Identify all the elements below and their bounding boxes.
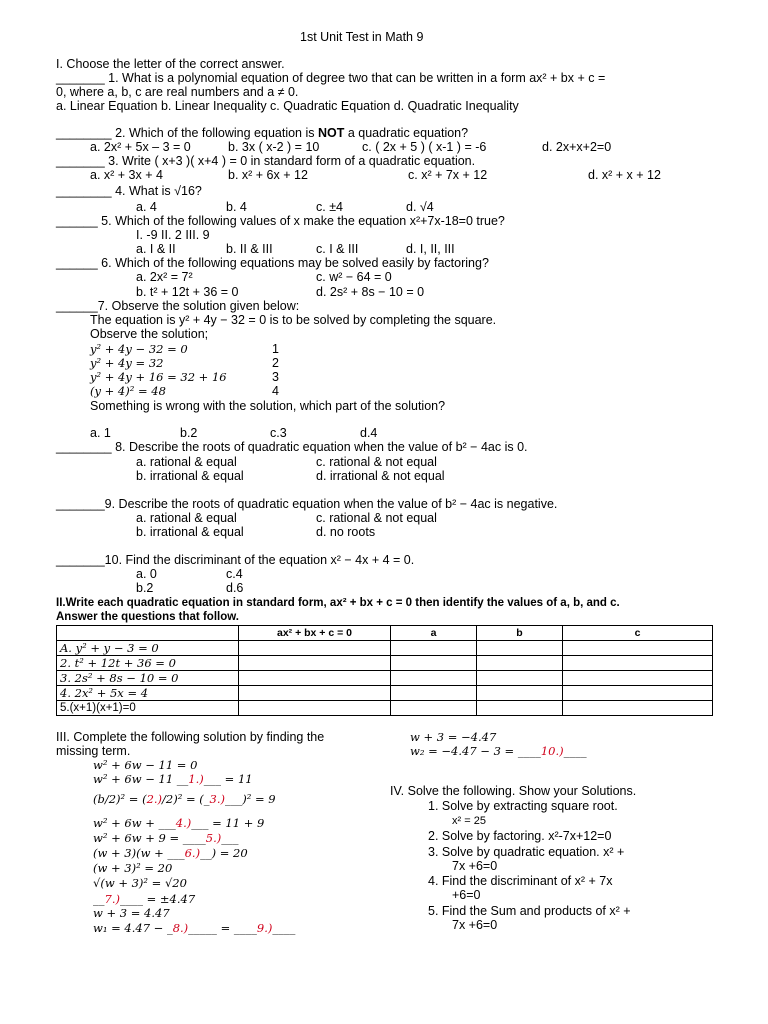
table-cell-equation: 2. t² + 12t + 36 = 0 xyxy=(57,656,239,671)
table-row xyxy=(57,671,713,686)
p4-item-4-cont: +6=0 xyxy=(452,888,481,902)
table-cell-b xyxy=(477,701,563,716)
q7-step-number-1: 1 xyxy=(272,342,279,356)
p3-line-3 xyxy=(93,792,276,806)
page-title: 1st Unit Test in Math 9 xyxy=(300,30,424,44)
q10-choice-c: c.4 xyxy=(226,567,243,581)
part2-subheading: Answer the questions that follow. xyxy=(56,611,239,623)
table-cell-c xyxy=(563,656,713,671)
q5-text: ______ 5. Which of the following values of x make the equation x²+7x-18=0 true? xyxy=(56,214,505,228)
p3-line-3-mid: /2)² = (_ xyxy=(162,792,210,806)
table-cell-answer xyxy=(239,701,391,716)
p3-line-6 xyxy=(93,846,248,860)
q7-choice-a: a. 1 xyxy=(90,426,111,440)
blank-7-label: 7.) xyxy=(104,892,120,906)
p3-line-4-end: ___ = 11 + 9 xyxy=(191,816,265,830)
q1-choices: a. Linear Equation b. Linear Inequality c. Quadratic Equation d. Quadratic Inequality xyxy=(56,99,519,113)
q1-text-cont: 0, where a, b, c are real numbers and a ≠ 0. xyxy=(56,85,299,99)
table-row xyxy=(57,686,713,701)
p4-item-1: 1. Solve by extracting square root. xyxy=(428,799,618,813)
p3-line-8: √(w + 3)² = √20 xyxy=(93,876,187,890)
q7-step-number-4: 4 xyxy=(272,384,279,398)
p3-right-line-2-end: ____ xyxy=(563,744,587,758)
q4-choice-a: a. 4 xyxy=(136,200,157,214)
q7-text: ______7. Observe the solution given below: xyxy=(56,299,300,313)
part1-heading: I. Choose the letter of the correct answer. xyxy=(56,57,285,71)
table-cell-answer xyxy=(239,641,391,656)
p3-line-6-end: __) = 20 xyxy=(200,846,248,860)
p3-line-11-end: ____ xyxy=(272,921,296,935)
p3-line-5-start: w² + 6w + 9 = ____ xyxy=(93,831,206,845)
p3-line-11-start: w₁ = 4.47 − _ xyxy=(93,921,173,935)
table-cell-equation: 5.(x+1)(x+1)=0 xyxy=(57,701,239,716)
q7-observe: Observe the solution; xyxy=(90,327,209,341)
q9-choice-d: d. no roots xyxy=(316,525,376,539)
table-cell-a xyxy=(391,671,477,686)
q8-text: ________ 8. Describe the roots of quadratic equation when the value of b² − 4ac is 0. xyxy=(56,440,528,454)
p3-line-9-end: ____ = ±4.47 xyxy=(119,892,196,906)
p3-line-5-end: ___ xyxy=(221,831,239,845)
p4-item-4: 4. Find the discriminant of x² + 7x xyxy=(428,874,613,888)
blank-8-label: 8.) xyxy=(172,921,189,935)
q3-choice-d: d. x² + x + 12 xyxy=(588,168,661,182)
table-cell-a xyxy=(391,656,477,671)
table-cell-equation: 4. 2x² + 5x = 4 xyxy=(57,686,239,701)
q1-text: _______ 1. What is a polynomial equation of degree two that can be written in a form ax² + bx + c = xyxy=(56,71,606,85)
q9-choice-c: c. rational & not equal xyxy=(316,511,437,525)
q4-choice-c: c. ±4 xyxy=(316,200,344,214)
q8-choice-b: b. irrational & equal xyxy=(136,469,244,483)
table-cell-b xyxy=(477,671,563,686)
blank-1-label: 1.) xyxy=(188,772,204,786)
q6-choice-a: a. 2x² = 7² xyxy=(136,270,193,284)
table-cell-b xyxy=(477,641,563,656)
q7-step-3: y² + 4y + 16 = 32 + 16 xyxy=(90,370,227,384)
q9-choice-a: a. rational & equal xyxy=(136,511,237,525)
table-cell-equation: A. y² + y − 3 = 0 xyxy=(57,641,239,656)
part3-heading: III. Complete the following solution by finding the xyxy=(56,730,325,744)
table-cell-c xyxy=(563,671,713,686)
p3-line-5 xyxy=(93,831,239,845)
blank-3-label: 3.) xyxy=(209,792,225,806)
table-header-cell xyxy=(57,626,239,641)
table-cell-answer xyxy=(239,671,391,686)
p3-line-9-start: __ xyxy=(93,892,105,906)
p4-item-1-equation: x² = 25 xyxy=(452,815,486,827)
p4-item-3-cont: 7x +6=0 xyxy=(452,859,498,873)
p4-item-2: 2. Solve by factoring. x²-7x+12=0 xyxy=(428,829,612,843)
q6-choice-c: c. w² − 64 = 0 xyxy=(316,270,392,284)
table-header-cell: c xyxy=(563,626,713,641)
p3-line-3-end: ___)² = 9 xyxy=(225,792,276,806)
q7-choice-d: d.4 xyxy=(360,426,378,440)
q5-choice-a: a. I & II xyxy=(136,242,176,256)
q7-step-2: y² + 4y = 32 xyxy=(90,356,164,370)
q2-choice-d: d. 2x+x+2=0 xyxy=(542,140,612,154)
p3-line-6-start: (w + 3)(w + ___ xyxy=(93,846,185,860)
q10-choice-d: d.6 xyxy=(226,581,244,595)
table-cell-a xyxy=(391,641,477,656)
q5-roman-options: I. -9 II. 2 III. 9 xyxy=(136,228,210,242)
table-cell-c xyxy=(563,701,713,716)
p3-line-1: w² + 6w − 11 = 0 xyxy=(93,758,198,772)
q4-text: ________ 4. What is √16? xyxy=(56,184,202,198)
table-cell-answer xyxy=(239,656,391,671)
part2-heading: II.Write each quadratic equation in standard form, ax² + bx + c = 0 then identify the values of a, b, and c. xyxy=(56,597,620,609)
p3-line-4-start: w² + 6w + ___ xyxy=(93,816,176,830)
q10-choice-a: a. 0 xyxy=(136,567,157,581)
p4-item-5: 5. Find the Sum and products of x² + xyxy=(428,904,631,918)
q4-choice-d: d. √4 xyxy=(406,200,434,214)
p3-line-10: w + 3 = 4.47 xyxy=(93,906,170,920)
table-header-row xyxy=(57,626,713,641)
q3-choice-b: b. x² + 6x + 12 xyxy=(228,168,308,182)
q7-statement: The equation is y² + 4y − 32 = 0 is to be solved by completing the square. xyxy=(90,313,497,327)
table-cell-a xyxy=(391,686,477,701)
p4-item-3: 3. Solve by quadratic equation. x² + xyxy=(428,845,625,859)
p3-line-3-start: (b/2)² = ( xyxy=(93,792,147,806)
table-cell-c xyxy=(563,686,713,701)
q7-choice-c: c.3 xyxy=(270,426,287,440)
table-row xyxy=(57,701,713,716)
table-row xyxy=(57,656,713,671)
blank-9-label: 9.) xyxy=(256,921,273,935)
blank-4-label: 4.) xyxy=(175,816,192,830)
standard-form-table xyxy=(56,625,713,716)
table-cell-a xyxy=(391,701,477,716)
blank-2-label: 2.) xyxy=(146,792,163,806)
q6-choice-d: d. 2s² + 8s − 10 = 0 xyxy=(316,285,425,299)
q8-choice-a: a. rational & equal xyxy=(136,455,237,469)
p3-line-11-mid: _____ = ____ xyxy=(188,921,257,935)
p3-line-4 xyxy=(93,816,264,830)
q2-text xyxy=(56,126,468,140)
q4-choice-b: b. 4 xyxy=(226,200,247,214)
q3-choice-a: a. x² + 3x + 4 xyxy=(90,168,163,182)
p3-line-11 xyxy=(93,921,295,935)
p3-line-2 xyxy=(93,772,253,786)
q7-step-number-3: 3 xyxy=(272,370,279,384)
p4-item-5-cont: 7x +6=0 xyxy=(452,918,498,932)
q7-question: Something is wrong with the solution, which part of the solution? xyxy=(90,399,446,413)
q5-choice-c: c. I & III xyxy=(316,242,359,256)
p3-line-9 xyxy=(93,892,195,906)
q3-text: _______ 3. Write ( x+3 )( x+4 ) = 0 in standard form of a quadratic equation. xyxy=(56,154,476,168)
table-cell-c xyxy=(563,641,713,656)
table-cell-answer xyxy=(239,686,391,701)
q5-choice-d: d. I, II, III xyxy=(406,242,455,256)
q2-choice-a: a. 2x² + 5x – 3 = 0 xyxy=(90,140,191,154)
q7-step-4: (y + 4)² = 48 xyxy=(90,384,166,398)
p3-line-2-end: ___ = 11 xyxy=(203,772,253,786)
table-header-cell: a xyxy=(391,626,477,641)
q3-choice-c: c. x² + 7x + 12 xyxy=(408,168,488,182)
q6-choice-b: b. t² + 12t + 36 = 0 xyxy=(136,285,239,299)
table-cell-b xyxy=(477,686,563,701)
p3-line-7: (w + 3)² = 20 xyxy=(93,861,173,875)
p3-right-line-1: w + 3 = −4.47 xyxy=(410,730,497,744)
table-cell-b xyxy=(477,656,563,671)
q2-post: a quadratic equation? xyxy=(344,126,469,140)
table-header-cell: ax² + bx + c = 0 xyxy=(239,626,391,641)
p3-line-2-start: w² + 6w − 11 __ xyxy=(93,772,189,786)
q9-text: _______9. Describe the roots of quadratic equation when the value of b² − 4ac is negative. xyxy=(56,497,558,511)
q8-choice-d: d. irrational & not equal xyxy=(316,469,445,483)
q6-text: ______ 6. Which of the following equations may be solved easily by factoring? xyxy=(56,256,489,270)
q2-choice-c: c. ( 2x + 5 ) ( x-1 ) = -6 xyxy=(362,140,487,154)
p3-right-line-2 xyxy=(410,744,587,758)
p3-right-line-2-start: w₂ = −4.47 − 3 = ____ xyxy=(410,744,541,758)
part4-heading: IV. Solve the following. Show your Solutions. xyxy=(390,784,637,798)
blank-5-label: 5.) xyxy=(205,831,222,845)
q5-choice-b: b. II & III xyxy=(226,242,273,256)
q7-choice-b: b.2 xyxy=(180,426,198,440)
q10-text: _______10. Find the discriminant of the equation x² − 4x + 4 = 0. xyxy=(56,553,415,567)
q2-emphasis: NOT xyxy=(317,126,345,140)
part3-heading-cont: missing term. xyxy=(56,744,131,758)
q9-choice-b: b. irrational & equal xyxy=(136,525,244,539)
table-cell-equation: 3. 2s² + 8s − 10 = 0 xyxy=(57,671,239,686)
q2-pre: ________ 2. Which of the following equation is xyxy=(56,126,318,140)
q8-choice-c: c. rational & not equal xyxy=(316,455,437,469)
q10-choice-b: b.2 xyxy=(136,581,154,595)
table-header-cell: b xyxy=(477,626,563,641)
q7-step-1: y² + 4y − 32 = 0 xyxy=(90,342,188,356)
q7-step-number-2: 2 xyxy=(272,356,279,370)
blank-6-label: 6.) xyxy=(184,846,201,860)
blank-10-label: 10.) xyxy=(540,744,564,758)
table-row xyxy=(57,641,713,656)
q2-choice-b: b. 3x ( x-2 ) = 10 xyxy=(228,140,320,154)
